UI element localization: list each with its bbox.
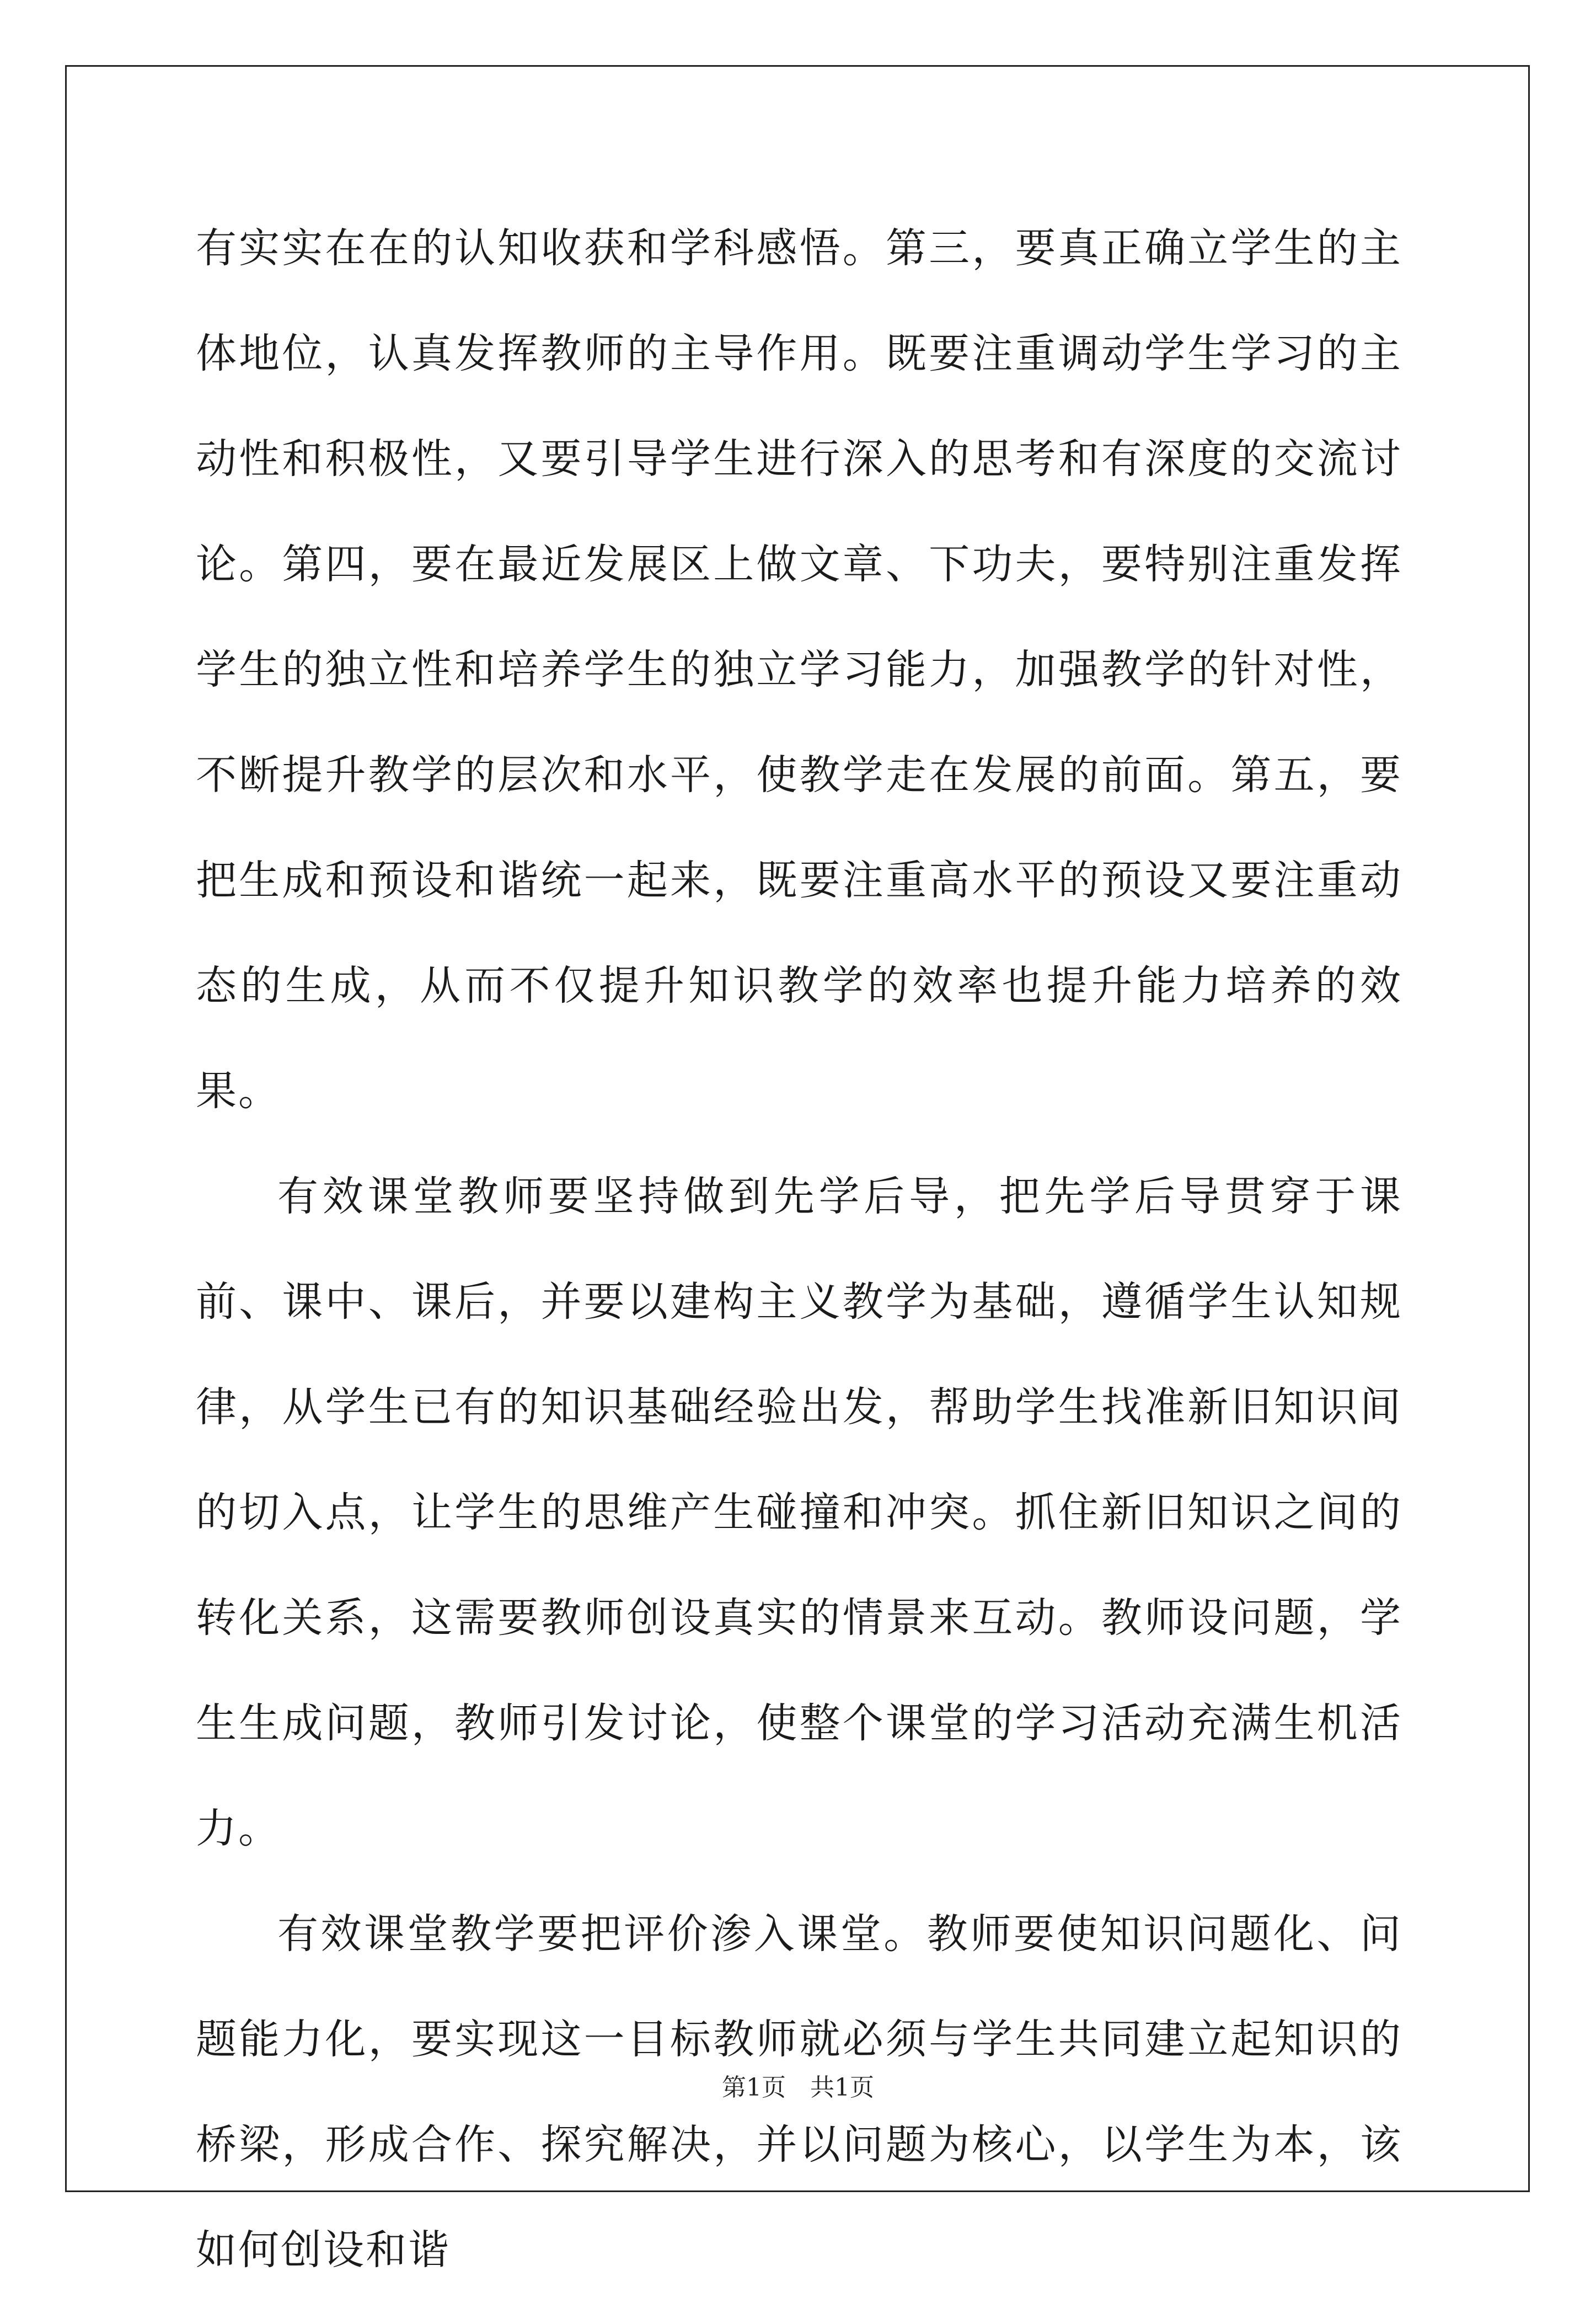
page-number-footer: 第1页 共1页 [722, 2074, 874, 2102]
paragraph-3: 有效课堂教学要把评价渗入课堂。教师要使知识问题化、问题能力化，要实现这一目标教师就必须与学生共同建立起知识的桥梁，形成合作、探究解决，并以问题为核心，以学生为本，该如何创设和谐 [196, 1910, 1402, 2274]
paragraph-1: 有实实在在的认知收获和学科感悟。第三，要真正确立学生的主体地位，认真发挥教师的主导作用。既要注重调动学生学习的主动性和积极性，又要引导学生进行深入的思考和有深度的交流讨论。第四，要在最近发展区上做文章、下功夫，要特别注重发挥学生的独立性和培养学生的独立学习能力，加强教学的针对性，不断提升教学的层次和水平，使教学走在发展的前面。第五，要把生成和预设和谐统一起来，既要注重高水平的预设又要注重动态的生成，从而不仅提升知识教学的效率也提升能力培养的效果。 [196, 225, 1402, 1115]
paragraph-2: 有效课堂教师要坚持做到先学后导，把先学后导贯穿于课前、课中、课后，并要以建构主义教学为基础，遵循学生认知规律，从学生已有的知识基础经验出发，帮助学生找准新旧知识间的切入点，让学生的思维产生碰撞和冲突。抓住新旧知识之间的转化关系，这需要教师创设真实的情景来互动。教师设问题，学生生成问题，教师引发讨论，使整个课堂的学习活动充满生机活力。 [196, 1173, 1402, 1852]
document-body [196, 196, 1402, 2303]
